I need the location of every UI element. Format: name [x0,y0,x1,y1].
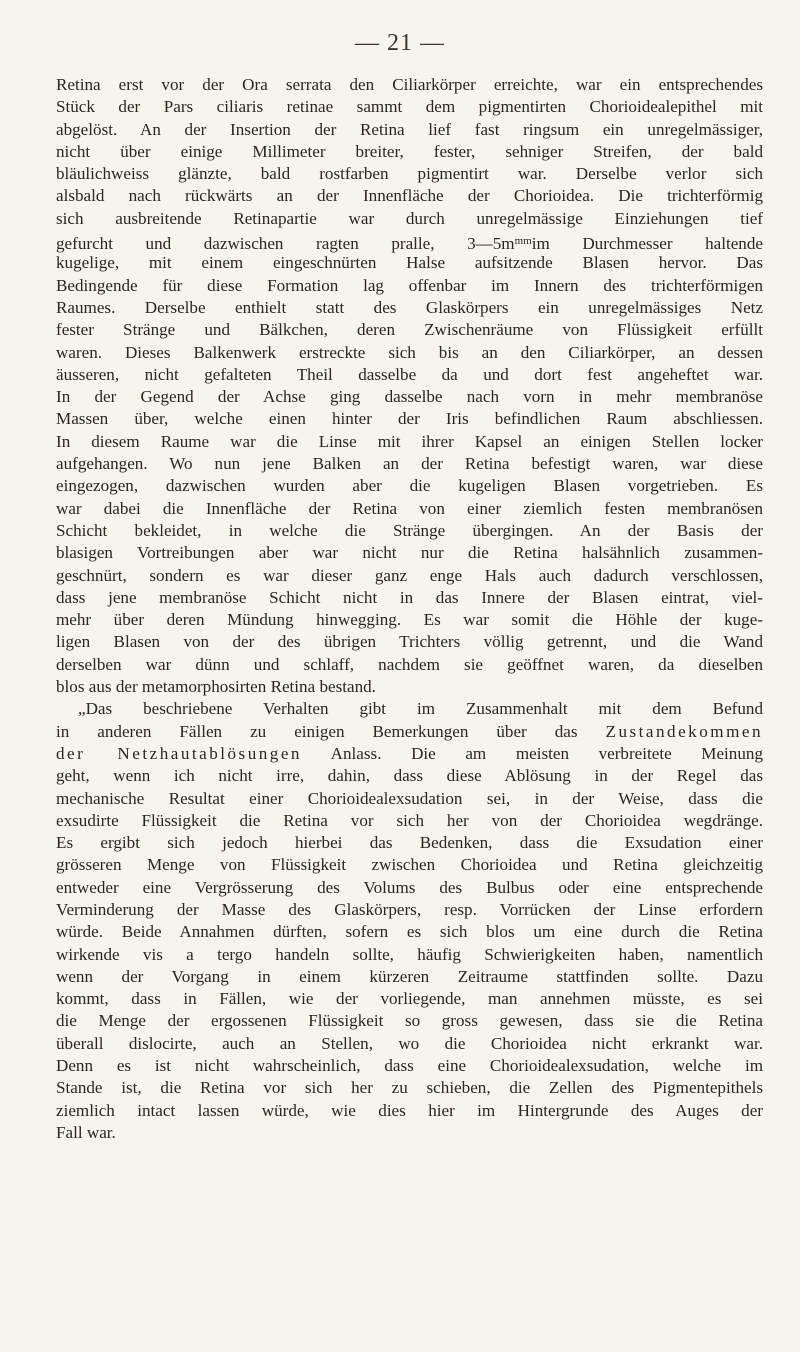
text-line: überall dislocirte, auch an Stellen, wo die Chorioidea nicht erkrankt war. [56,1033,763,1053]
text-line: „Das beschriebene Verhalten gibt im Zusammenhalt mit dem Befund [78,699,763,719]
text-line: Schicht bekleidet, in welche die Stränge übergingen. An der Basis der [56,520,763,540]
paragraph-2 [56,698,763,1144]
text-line: Retina erst vor der Ora serrata den Ciliarkörper erreichte, war ein entsprechendes [56,75,763,94]
text-line: ligen Blasen von der des übrigen Trichters völlig getrennt, und die Wand [56,632,763,652]
text-line: grösseren Menge von Flüssigkeit zwischen Chorioidea und Retina gleichzeitig [56,855,763,875]
text-line: sich ausbreitende Retinapartie war durch unregelmässige Einziehungen tief [56,208,763,228]
text-line: die Menge der ergossenen Flüssigkeit so gross gewesen, dass sie die Retina [56,1011,763,1031]
text-line: ziemlich intact lassen würde, wie dies hier im Hintergrunde des Auges der [56,1100,763,1120]
text-line: derselben war dünn und schlaff, nachdem sie geöffnet waren, da dieselben [56,654,763,674]
text-line: geht, wenn ich nicht irre, dahin, dass diese Ablösung in der Regel das [56,766,763,786]
text-line: Fall war. [56,1122,116,1142]
text-line: Bedingende für diese Formation lag offenbar im Innern des trichterförmigen [56,275,763,295]
text-line: dass jene membranöse Schicht nicht in das Innere der Blasen eintrat, viel- [56,587,763,607]
text-line: eingezogen, dazwischen wurden aber die kugeligen Blasen vorgetrieben. Es [56,476,763,496]
text-line: In der Gegend der Achse ging dasselbe nach vorn in mehr membranöse [56,387,763,407]
text-line [56,743,763,765]
text-line: entweder eine Vergrösserung des Volums des Bulbus oder eine entsprechende [56,877,763,897]
text-line: abgelöst. An der Insertion der Retina lief fast ringsum ein unregelmässiger, [56,119,763,139]
text-line: alsbald nach rückwärts an der Innenfläche der Chorioidea. Die trichterförmig [56,186,763,206]
text-line: fester Stränge und Bälkchen, deren Zwischenräume von Flüssigkeit erfüllt [56,320,763,340]
paragraph-1 [56,74,763,698]
body-text [56,74,763,1144]
text-line: würde. Beide Annahmen dürften, sofern es sich blos um eine durch die Retina [56,922,763,942]
text-line: blos aus der metamorphosirten Retina bestand. [56,677,376,697]
text-line: mehr über deren Mündung hinwegging. Es war somit die Höhle der kuge- [56,610,763,630]
text-line: geschnürt, sondern es war dieser ganz enge Hals auch dadurch verschlossen, [56,565,763,585]
emphasized-term: der Netzhautablösungen [56,743,302,763]
text-line: Stück der Pars ciliaris retinae sammt dem pigmentirten Chorioidealepithel mit [56,97,763,117]
text-line: wenn der Vorgang in einem kürzeren Zeitraume stattfinden sollte. Dazu [56,966,763,986]
text-line: äusseren, nicht gefalteten Theil dasselbe da und dort fest angeheftet war. [56,364,763,384]
text-segment: in anderen Fällen zu einigen Bemerkungen über das [56,721,578,741]
text-line: gefurcht und dazwischen ragten pralle, $3—5m^{mm}im$ Durchmesser haltende [56,234,763,254]
text-line: aufgehangen. Wo nun jene Balken an der Retina befestigt waren, war diese [56,454,763,474]
text-line [56,721,763,743]
text-line: exsudirte Flüssigkeit die Retina vor sich her von der Chorioidea wegdränge. [56,810,763,830]
text-line: Denn es ist nicht wahrscheinlich, dass eine Chorioidealexsudation, welche im [56,1056,763,1076]
text-line: Raumes. Derselbe enthielt statt des Glaskörpers ein unregelmässiges Netz [56,297,763,317]
text-line: Stande ist, die Retina vor sich her zu schieben, die Zellen des Pigmentepithels [56,1078,763,1098]
text-line: In diesem Raume war die Linse mit ihrer Kapsel an einigen Stellen locker [56,431,763,451]
text-line: Verminderung der Masse des Glaskörpers, resp. Vorrücken der Linse erfordern [56,899,763,919]
text-line: bläulichweiss glänzte, bald rostfarben pigmentirt war. Derselbe verlor sich [56,164,763,184]
unit-superscript: mm [514,235,532,248]
text-line: Massen über, welche einen hinter der Iris befindlichen Raum abschliessen. [56,409,763,429]
text-line: kommt, dass in Fällen, wie der vorliegende, man annehmen müsste, es sei [56,989,763,1009]
page-number: — 21 — [355,30,445,56]
text-line: kugelige, mit einem eingeschnürten Halse aufsitzende Blasen hervor. Das [56,253,763,273]
text-line: nicht über einige Millimeter breiter, fester, sehniger Streifen, der bald [56,141,763,161]
text-segment: Anlass. Die am meisten verbreitete Meinung [330,743,763,763]
emphasized-term: Zustandekommen [605,721,763,741]
text-line: mechanische Resultat einer Chorioidealexsudation sei, in der Weise, dass die [56,788,763,808]
text-line: war dabei die Innenfläche der Retina von einer ziemlich festen membranösen [56,498,763,518]
text-line: wirkende vis a tergo handeln sollte, häufig Schwierigkeiten haben, namentlich [56,944,763,964]
text-line: Es ergibt sich jedoch hierbei das Bedenken, dass die Exsudation einer [56,833,763,853]
text-line: waren. Dieses Balkenwerk erstreckte sich bis an den Ciliarkörper, an dessen [56,342,763,362]
text-line: blasigen Vortreibungen aber war nicht nur die Retina halsähnlich zusammen- [56,543,763,563]
